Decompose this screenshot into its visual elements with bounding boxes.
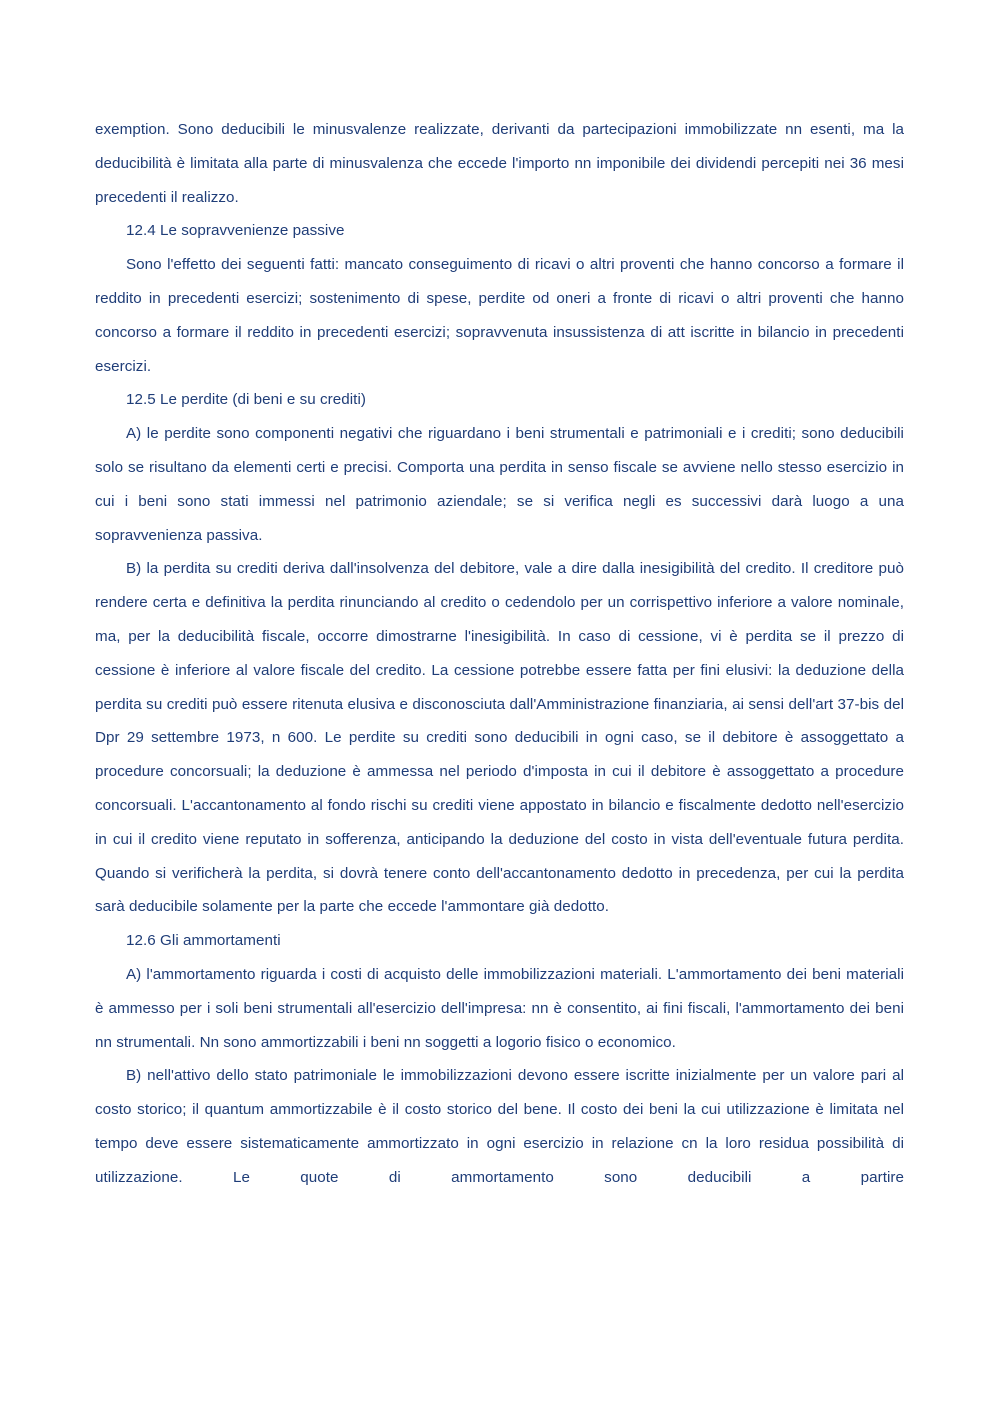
heading-12-4-sopravvenienze-passive: 12.4 Le sopravvenienze passive — [126, 222, 345, 240]
paragraph-ammortamenti-b: B) nell'attivo dello stato patrimoniale le immobilizzazioni devono essere iscritte inizialmente per un valore pari al costo storico; il quantum ammortizzabile è il costo storico del bene. Il costo dei beni la cui utilizzazione è limitata nel tempo deve essere sistematicamente ammortizzato in ogni esercizio in relazione cn la loro residua possibilità di utilizzazione. Le quote di ammortamento sono deducibili a partire — [95, 1067, 904, 1186]
paragraph-sopravvenienze: Sono l'effetto dei seguenti fatti: mancato conseguimento di ricavi o altri proventi che hanno concorso a formare il reddito in precedenti esercizi; sostenimento di spese, perdite od oneri a fronte di ricavi o altri proventi che hanno concorso a formare il reddito in precedenti esercizi; sopravvenuta insussistenza di att iscritte in bilancio in precedenti esercizi. — [95, 256, 904, 375]
paragraph-perdite-b: B) la perdita su crediti deriva dall'insolvenza del debitore, vale a dire dalla inesigibilità del credito. Il creditore può rendere certa e definitiva la perdita rinunciando al credito o cedendolo per un corrispettivo inferiore a valore nominale, ma, per la deducibilità fiscale, occorre dimostrarne l'inesigibilità. In caso di cessione, vi è perdita se il prezzo di cessione è inferiore al valore fiscale del credito. La cessione potrebbe essere fatta per fini elusivi: la deduzione della perdita su crediti può essere ritenuta elusiva e disconosciuta dall'Amministrazione finanziaria, ai sensi dell'art 37-bis del Dpr 29 settembre 1973, n 600. Le perdite su crediti sono deducibili in ogni caso, se il debitore è assoggettato a procedure concorsuali; la deduzione è ammessa nel periodo d'imposta in cui il debitore è assoggettato a procedure concorsuali. L'accantonamento al fondo rischi su crediti viene appostato in bilancio e fiscalmente dedotto nell'esercizio in cui il credito viene reputato in sofferenza, anticipando la deduzione del costo in vista dell'eventuale futura perdita. Quando si verificherà la perdita, si dovrà tenere conto dell'accantonamento dedotto in precedenza, per cui la perdita sarà deducibile solamente per la parte che eccede l'ammontare già dedotto. — [95, 560, 904, 916]
paragraph-exemption: exemption. Sono deducibili le minusvalenze realizzate, derivanti da partecipazioni immobilizzate nn esenti, ma la deducibilità è limitata alla parte di minusvalenza che eccede l'importo nn imponibile dei dividendi percepiti nei 36 mesi precedenti il realizzo. — [95, 121, 904, 206]
paragraph-perdite-a: A) le perdite sono componenti negativi che riguardano i beni strumentali e patrimoniali e i crediti; sono deducibili solo se risultano da elementi certi e precisi. Comporta una perdita in senso fiscale se avviene nello stesso esercizio in cui i beni sono stati immessi nel patrimonio aziendale; se si verifica negli es successivi darà luogo a una sopravvenienza passiva. — [95, 425, 904, 544]
document-page — [95, 113, 904, 1195]
heading-12-6-ammortamenti: 12.6 Gli ammortamenti — [126, 932, 281, 950]
paragraph-ammortamenti-a: A) l'ammortamento riguarda i costi di acquisto delle immobilizzazioni materiali. L'ammortamento dei beni materiali è ammesso per i soli beni strumentali all'esercizio dell'impresa: nn è consentito, ai fini fiscali, l'ammortamento dei beni nn strumentali. Nn sono ammortizzabili i beni nn soggetti a logorio fisico o economico. — [95, 965, 904, 1051]
heading-12-5-perdite: 12.5 Le perdite (di beni e su crediti) — [126, 391, 366, 409]
